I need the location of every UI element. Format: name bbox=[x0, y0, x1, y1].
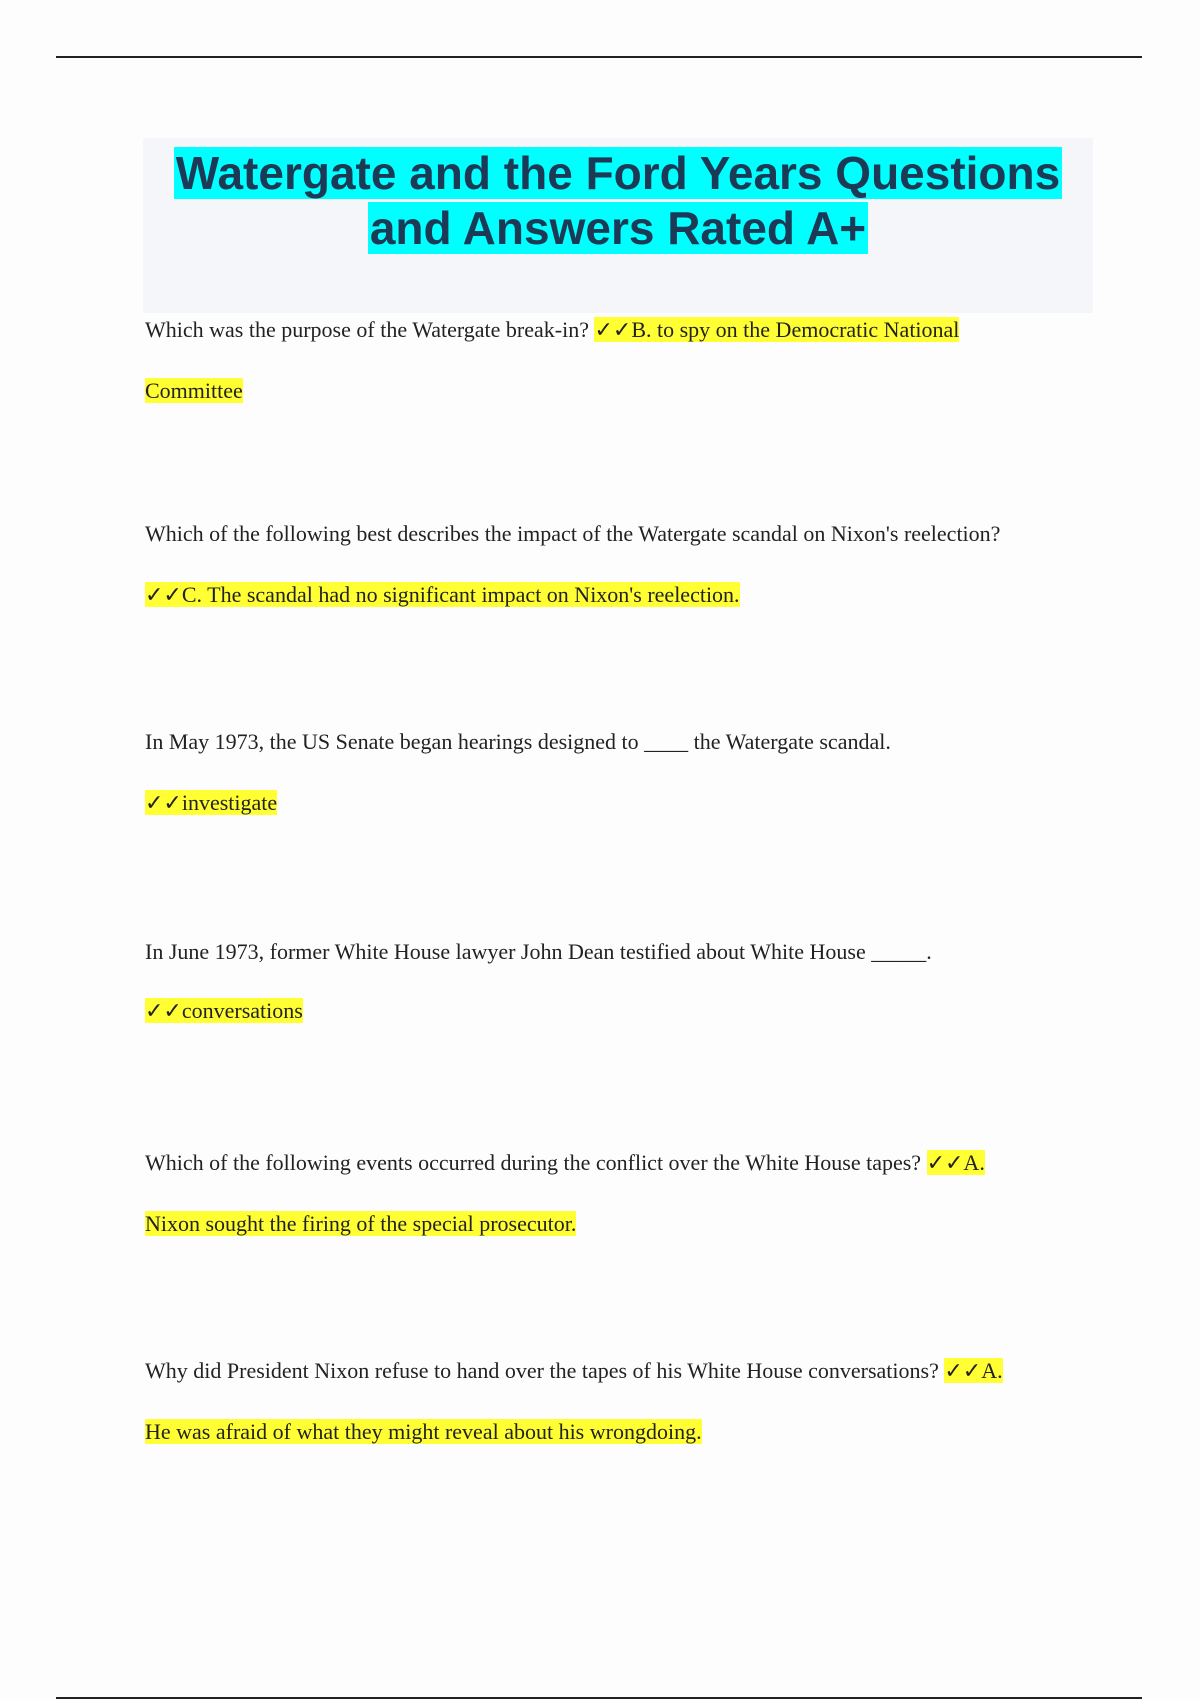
title-line-1 bbox=[143, 146, 1093, 201]
top-divider bbox=[56, 56, 1142, 58]
title-text-1: Watergate and the Ford Years Questions bbox=[175, 147, 1061, 199]
answer-text-continued: He was afraid of what they might reveal about his wrongdoing. bbox=[145, 1419, 702, 1444]
question-line bbox=[145, 1356, 1105, 1386]
qa-item-3 bbox=[145, 727, 1105, 818]
answer-text-continued: Nixon sought the firing of the special prosecutor. bbox=[145, 1211, 577, 1236]
answer-line bbox=[145, 996, 1105, 1026]
qa-item-4 bbox=[145, 937, 1105, 1026]
question-line bbox=[145, 937, 1105, 967]
bottom-divider bbox=[56, 1697, 1142, 1699]
title-text-2: and Answers Rated A+ bbox=[369, 202, 867, 254]
answer-line bbox=[145, 580, 1105, 610]
question-text: In May 1973, the US Senate began hearings designed to ____ the Watergate scandal. bbox=[145, 729, 891, 754]
title-line-2 bbox=[143, 201, 1093, 256]
answer-text: ✓✓conversations bbox=[145, 998, 303, 1023]
answer-line bbox=[145, 376, 1105, 406]
answer-text: ✓✓C. The scandal had no significant impact on Nixon's reelection. bbox=[145, 582, 740, 607]
answer-text: ✓✓investigate bbox=[145, 790, 278, 815]
answer-text: ✓✓B. to spy on the Democratic National bbox=[594, 317, 960, 342]
qa-item-1 bbox=[145, 315, 1105, 406]
question-text: In June 1973, former White House lawyer John Dean testified about White House _____. bbox=[145, 939, 932, 964]
question-text: Why did President Nixon refuse to hand over the tapes of his White House conversations? bbox=[145, 1358, 945, 1383]
title-block bbox=[143, 138, 1093, 313]
question-text: Which of the following best describes the impact of the Watergate scandal on Nixon's reelection? bbox=[145, 521, 1001, 546]
answer-text: ✓✓A. bbox=[926, 1150, 985, 1175]
question-line bbox=[145, 1148, 1105, 1178]
answer-text-continued: Committee bbox=[145, 378, 243, 403]
question-line bbox=[145, 727, 1105, 757]
qa-item-6 bbox=[145, 1356, 1105, 1447]
qa-item-5 bbox=[145, 1148, 1105, 1239]
answer-line bbox=[145, 788, 1105, 818]
answer-line bbox=[145, 1417, 1105, 1447]
question-line bbox=[145, 519, 1105, 549]
question-text: Which was the purpose of the Watergate break-in? bbox=[145, 317, 595, 342]
answer-text: ✓✓A. bbox=[944, 1358, 1003, 1383]
question-line bbox=[145, 315, 1105, 345]
answer-line bbox=[145, 1209, 1105, 1239]
qa-item-2 bbox=[145, 519, 1105, 610]
question-text: Which of the following events occurred during the conflict over the White House tapes? bbox=[145, 1150, 927, 1175]
